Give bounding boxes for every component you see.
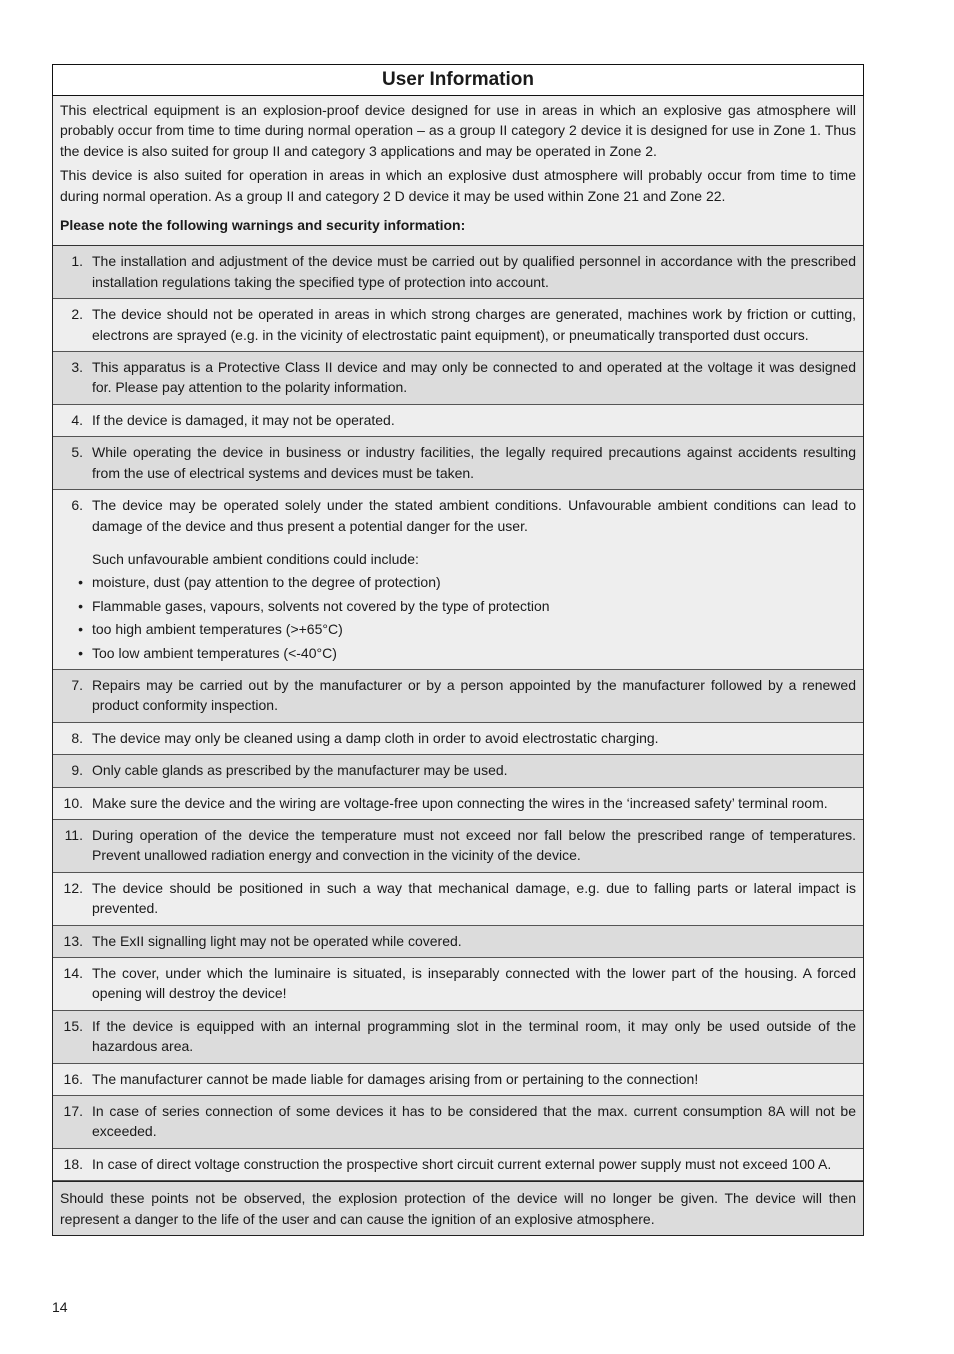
item-text: This apparatus is a Protective Class II device and may only be connected to and operated at the voltage it was designed for. Please pay attention to the polarity information. — [92, 359, 856, 396]
warning-item-16 — [53, 1064, 863, 1096]
warning-item-8 — [53, 723, 863, 755]
item-number: 5. — [71, 444, 83, 461]
warning-item-5 — [53, 437, 863, 490]
bullet-text: Flammable gases, vapours, solvents not covered by the type of protection — [92, 597, 550, 614]
intro-paragraph-2: This device is also suited for operation in areas in which an explosive dust atmosphere will probably occur from time to time during normal operation. As a group II and category 2 D device it may be used within Zone 21 and Zone 22. — [60, 167, 856, 204]
item-text: The device should be positioned in such a way that mechanical damage, e.g. due to falling parts or lateral impact is prevented. — [92, 879, 856, 917]
item-number: 9. — [71, 762, 83, 779]
page-title: User Information — [52, 64, 864, 96]
bullet-icon: • — [78, 644, 83, 661]
intro-paragraph-1: This electrical equipment is an explosion-proof device designed for use in areas in which an explosive gas atmosphere will probably occur from time to time during normal operation – as a group II category 2 device it is designed for use in Zone 1. Thus the device is also suited for group II and category 3 applications and may be operated in Zone 2. — [60, 102, 856, 159]
item-text: In case of series connection of some devices it has to be considered that the max. current consumption 8A will not be exceeded. — [92, 1103, 856, 1140]
item-text: Only cable glands as prescribed by the manufacturer may be used. — [92, 762, 508, 779]
warning-item-6 — [53, 490, 863, 670]
intro-section — [53, 96, 863, 246]
conditions-intro: Such unfavourable ambient conditions could include: — [92, 550, 419, 567]
warning-item-7 — [53, 670, 863, 723]
item-number: 6. — [71, 497, 83, 514]
item-number: 14. — [63, 965, 83, 981]
bullet-text: moisture, dust (pay attention to the degree of protection) — [92, 574, 441, 591]
item-number: 17. — [63, 1103, 83, 1120]
item-number: 18. — [63, 1155, 83, 1172]
bullet-icon: • — [78, 574, 83, 591]
bullet-item — [78, 572, 856, 592]
item-text: The cover, under which the luminaire is situated, is inseparably connected with the lower part of the housing. A forced opening will destroy the device! — [92, 965, 856, 1002]
item-number: 1. — [71, 253, 83, 270]
warning-item-1 — [53, 246, 863, 299]
user-information-panel — [52, 64, 864, 1236]
bullet-item — [78, 596, 856, 616]
item-number: 3. — [71, 359, 83, 376]
warning-item-13 — [53, 926, 863, 958]
item-text: The installation and adjustment of the device must be carried out by qualified personnel in accordance with the prescribed installation regulations taking the specified type of protection into account. — [92, 253, 856, 290]
warning-item-15 — [53, 1011, 863, 1064]
item-number: 10. — [63, 794, 83, 811]
warning-item-12 — [53, 873, 863, 926]
warning-item-14 — [53, 958, 863, 1011]
item-number: 16. — [63, 1070, 83, 1087]
item-number: 7. — [71, 676, 83, 693]
bullet-icon: • — [78, 597, 83, 614]
item-number: 12. — [63, 879, 83, 896]
warning-item-9 — [53, 755, 863, 787]
item-text: If the device is damaged, it may not be operated. — [92, 411, 395, 428]
warnings-heading: Please note the following warnings and security information: — [60, 217, 466, 234]
item-text: The manufacturer cannot be made liable for damages arising from or pertaining to the connection! — [92, 1070, 699, 1087]
item-text: In case of direct voltage construction the prospective short circuit current external power supply must not exceed 100 A. — [92, 1155, 832, 1172]
bullet-item — [78, 619, 856, 639]
bullet-text: too high ambient temperatures (>+65°C) — [92, 621, 343, 638]
item-text: The device may only be cleaned using a damp cloth in order to avoid electrostatic charging. — [92, 729, 659, 746]
bullet-text: Too low ambient temperatures (<-40°C) — [92, 644, 337, 661]
item-number: 2. — [71, 306, 83, 323]
item-text: While operating the device in business or industry facilities, the legally required precautions against accidents resulting from the use of electrical systems and devices must be taken. — [92, 444, 856, 481]
item-number: 13. — [63, 932, 83, 949]
item-text: The device may be operated solely under the stated ambient conditions. Unfavourable ambient conditions can lead to damage of the device and thus present a potential danger for the user. — [92, 497, 856, 534]
warning-item-11 — [53, 820, 863, 873]
item-number: 15. — [63, 1017, 83, 1034]
item-body — [78, 495, 856, 663]
item-text: During operation of the device the temperature must not exceed nor fall below the prescribed range of temperatures. Prevent unallowed radiation energy and convection in the vicinity of the device. — [92, 826, 856, 864]
closing-statement: Should these points not be observed, the explosion protection of the device will no longer be given. The device will then represent a danger to the life of the user and can cause the ignition of an explosive atmosphere. — [53, 1181, 863, 1235]
bullet-icon: • — [78, 621, 83, 638]
warning-item-18 — [53, 1149, 863, 1181]
item-text: The device should not be operated in areas in which strong charges are generated, machines work by friction or cutting, electrons are sprayed (e.g. in the vicinity of electrostatic paint equipment), or pneumatically transported dust occurs. — [92, 306, 856, 343]
warning-item-3 — [53, 352, 863, 405]
item-text: If the device is equipped with an internal programming slot in the terminal room, it may only be used outside of the hazardous area. — [92, 1017, 856, 1055]
warning-item-10 — [53, 788, 863, 820]
item-number: 8. — [71, 729, 83, 746]
item-text: The ExII signalling light may not be operated while covered. — [92, 932, 462, 949]
bullet-item — [78, 643, 856, 663]
warning-item-4 — [53, 405, 863, 437]
item-number: 4. — [71, 411, 83, 428]
warning-item-2 — [53, 299, 863, 352]
page-number: 14 — [52, 1299, 68, 1315]
item-text: Make sure the device and the wiring are voltage-free upon connecting the wires in the ‘increased safety’ terminal room. — [92, 794, 828, 811]
warning-item-17 — [53, 1096, 863, 1149]
item-number: 11. — [64, 826, 83, 843]
item-text: Repairs may be carried out by the manufacturer or by a person appointed by the manufacturer followed by a renewed product conformity inspection. — [92, 676, 856, 714]
